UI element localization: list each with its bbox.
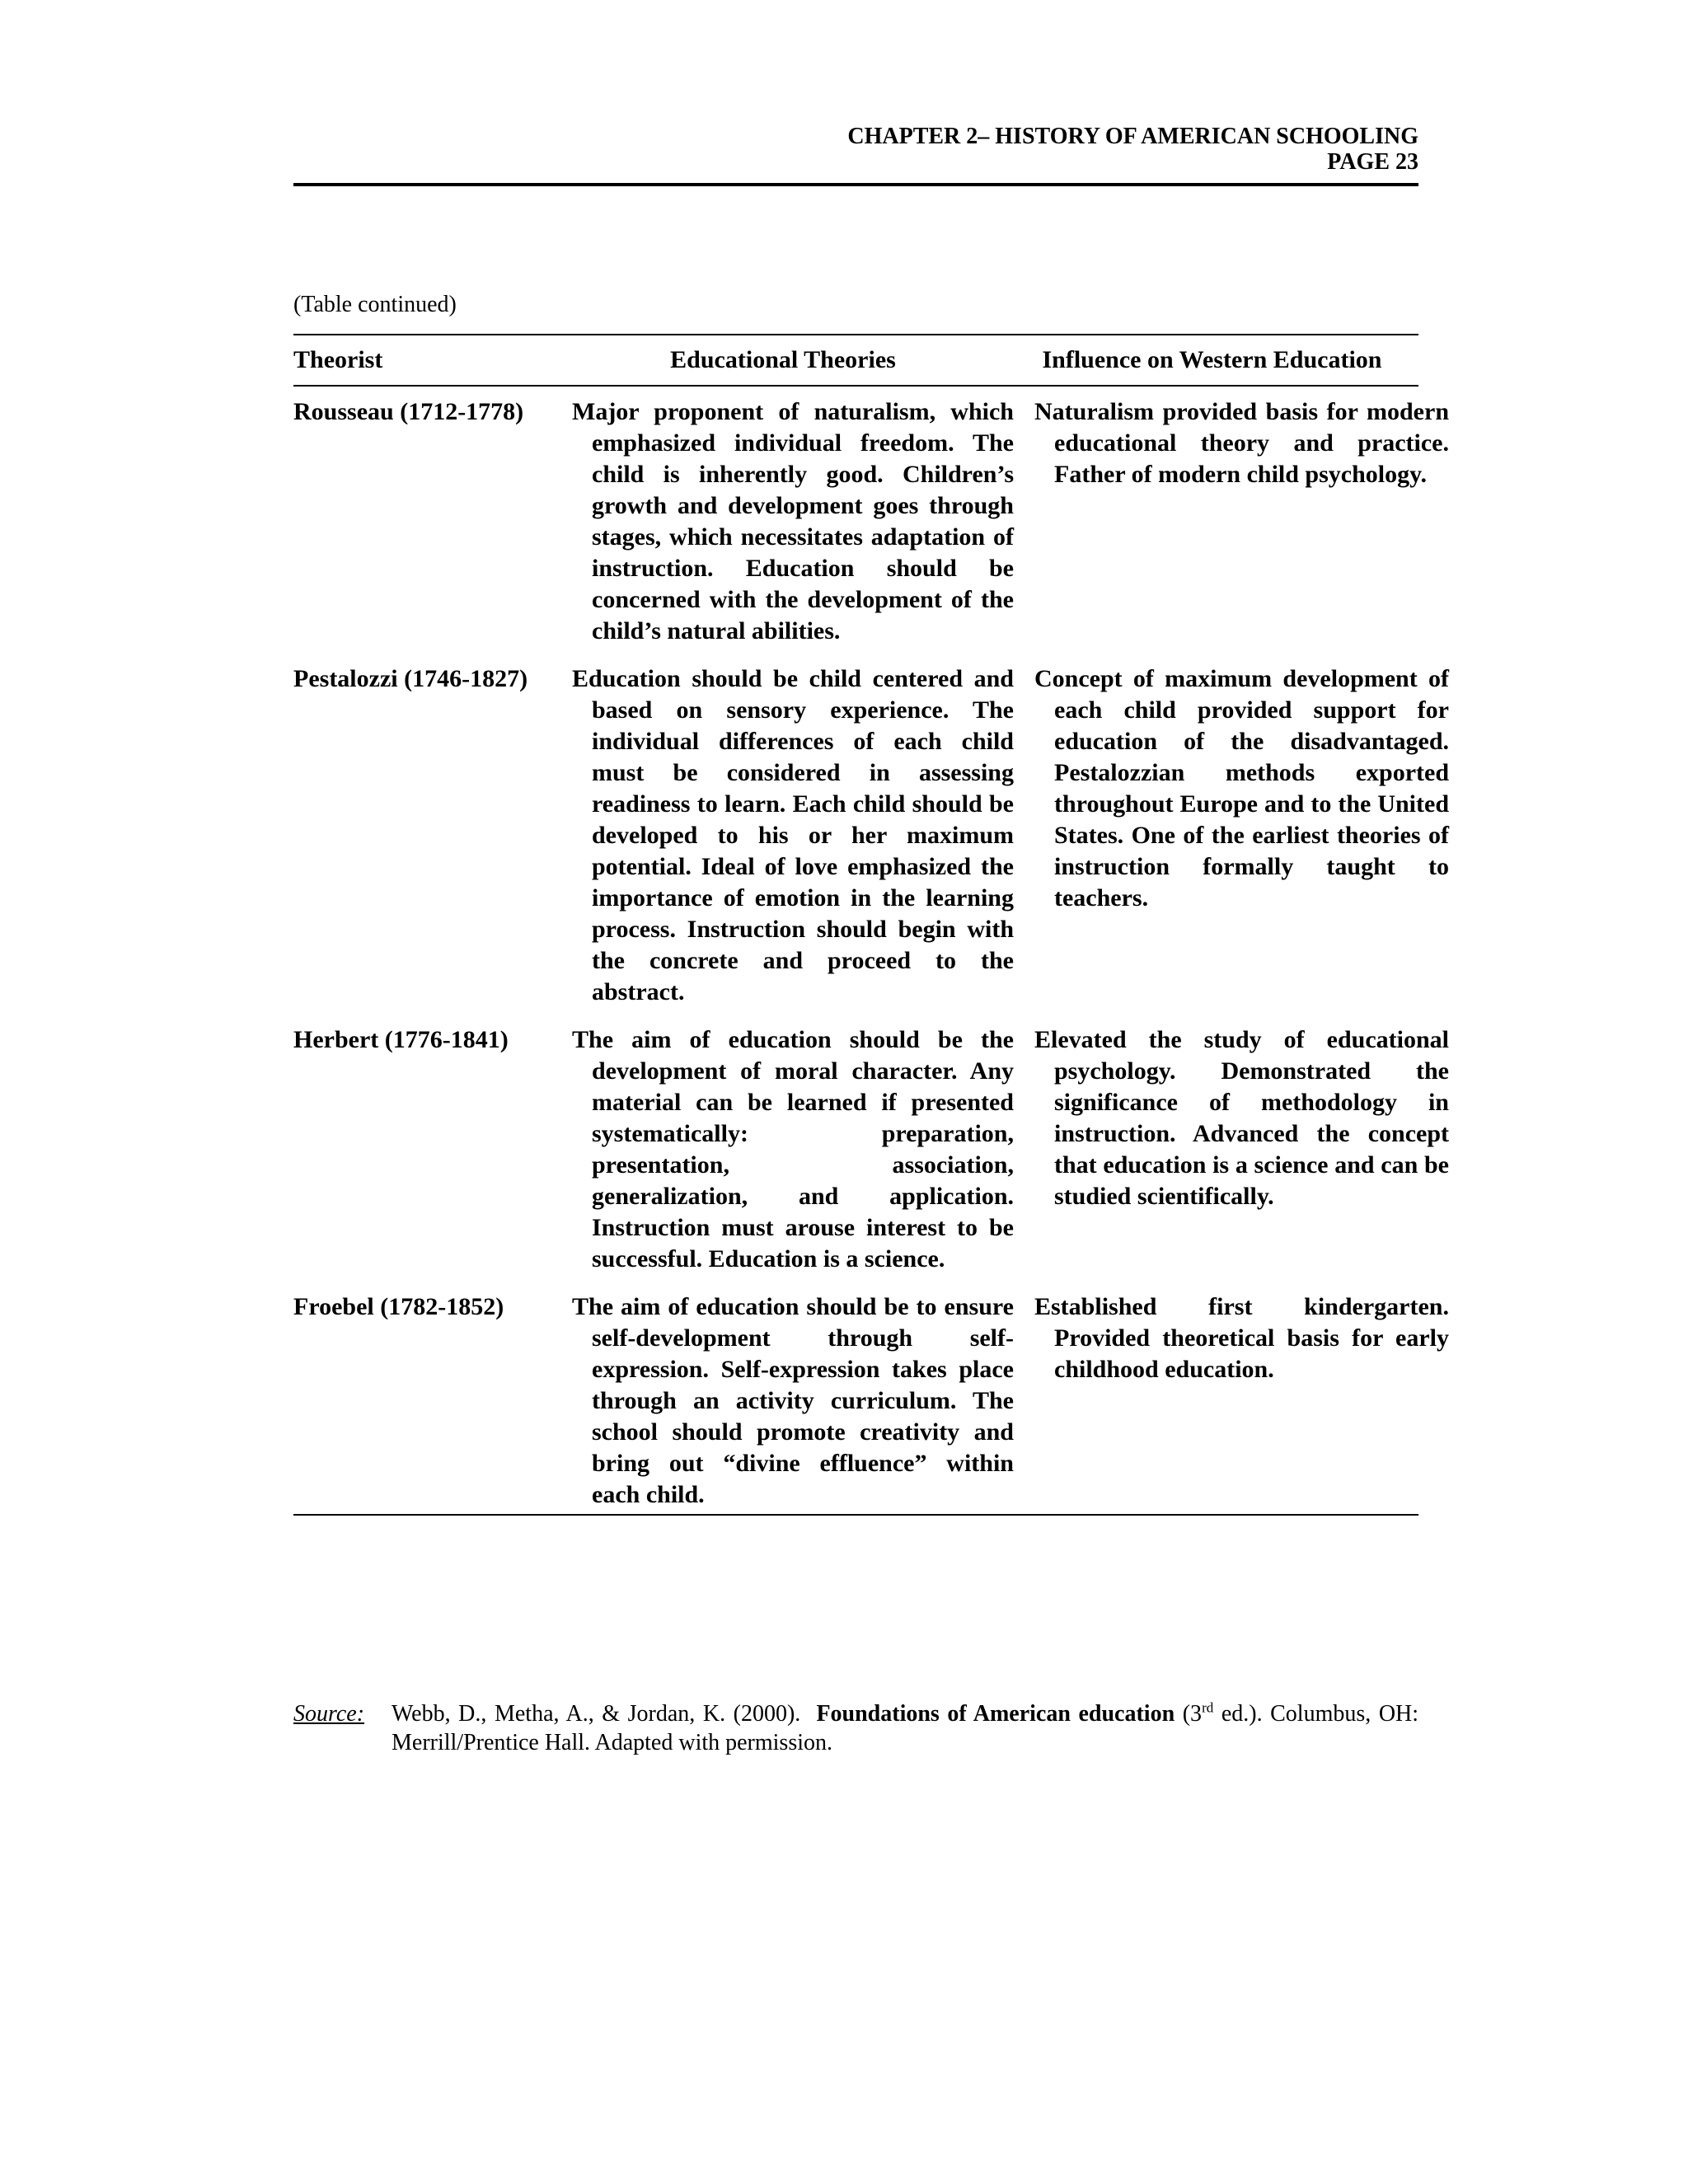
table-row	[293, 1291, 1449, 1511]
theories-cell: Major proponent of naturalism, which emphasized individual freedom. The child is inherently good. Children’s growth and development goes through stages, which necessitates adaptation of instruction. Education should be concerned with the development of the child’s natural abilities.	[572, 398, 1014, 644]
column-header-theories: Educational Theories	[670, 346, 896, 373]
theories-cell: The aim of education should be to ensure self-development through self-expression. Self-expression takes place through an activity curriculum. The school should promote creativity and bring out “divine effluence” within each child.	[572, 1293, 1014, 1508]
source-citation	[293, 1699, 1418, 1757]
table-row	[293, 663, 1449, 1008]
column-header-theorist: Theorist	[293, 346, 383, 373]
theorist-cell: Pestalozzi (1746-1827)	[293, 665, 528, 692]
page-number: PAGE 23	[1327, 149, 1418, 175]
theories-cell: The aim of education should be the development of moral character. Any material can be learned if presented systematically: preparation, presentation, association, generalization, and application. Instruction must arouse interest to be successful. Education is a science.	[572, 1026, 1014, 1272]
source-edition-sup: rd	[1202, 1699, 1214, 1716]
theories-cell: Education should be child centered and based on sensory experience. The individual differences of each child must be considered in assessing readiness to learn. Each child should be developed to his or her maximum potential. Ideal of love emphasized the importance of emotion in the learning process. Instruction should begin with the concrete and proceed to the abstract.	[572, 665, 1014, 1005]
influence-cell: Naturalism provided basis for modern educational theory and practice. Father of modern child psychology.	[1034, 398, 1449, 488]
source-edition-post: ed.). Columbus, OH: Merrill/Prentice Hall. Adapted with permission.	[392, 1701, 1419, 1755]
table-continued-note: (Table continued)	[293, 292, 457, 317]
theorists-table	[293, 334, 1449, 1516]
source-authors: Webb, D., Metha, A., & Jordan, K. (2000).	[392, 1701, 801, 1727]
theorist-cell: Herbert (1776-1841)	[293, 1026, 509, 1053]
table-header-row	[293, 335, 1418, 385]
influence-cell: Established first kindergarten. Provided theoretical basis for early childhood education.	[1034, 1293, 1449, 1383]
influence-cell: Elevated the study of educational psychology. Demonstrated the significance of methodology in instruction. Advanced the concept that education is a science and can be studied scientifically.	[1034, 1026, 1449, 1210]
source-edition-pre: (3	[1182, 1701, 1203, 1727]
source-label: Source:	[293, 1701, 365, 1727]
header-rule	[293, 183, 1418, 186]
table-bottom-rule	[293, 1514, 1418, 1516]
table-row	[293, 396, 1449, 647]
chapter-title: CHAPTER 2– HISTORY OF AMERICAN SCHOOLING	[847, 124, 1418, 149]
influence-cell: Concept of maximum development of each child provided support for education of the disadvantaged. Pestalozzian methods exported throughout Europe and to the United States. One of the earliest theories of instruction formally taught to teachers.	[1034, 665, 1449, 912]
theorist-cell: Froebel (1782-1852)	[293, 1293, 504, 1320]
column-header-influence: Influence on Western Education	[1042, 346, 1382, 373]
theorist-cell: Rousseau (1712-1778)	[293, 398, 524, 425]
table-row	[293, 1024, 1449, 1275]
source-title: Foundations of American education	[816, 1701, 1175, 1727]
running-head	[847, 124, 1418, 175]
source-text	[392, 1699, 1418, 1757]
